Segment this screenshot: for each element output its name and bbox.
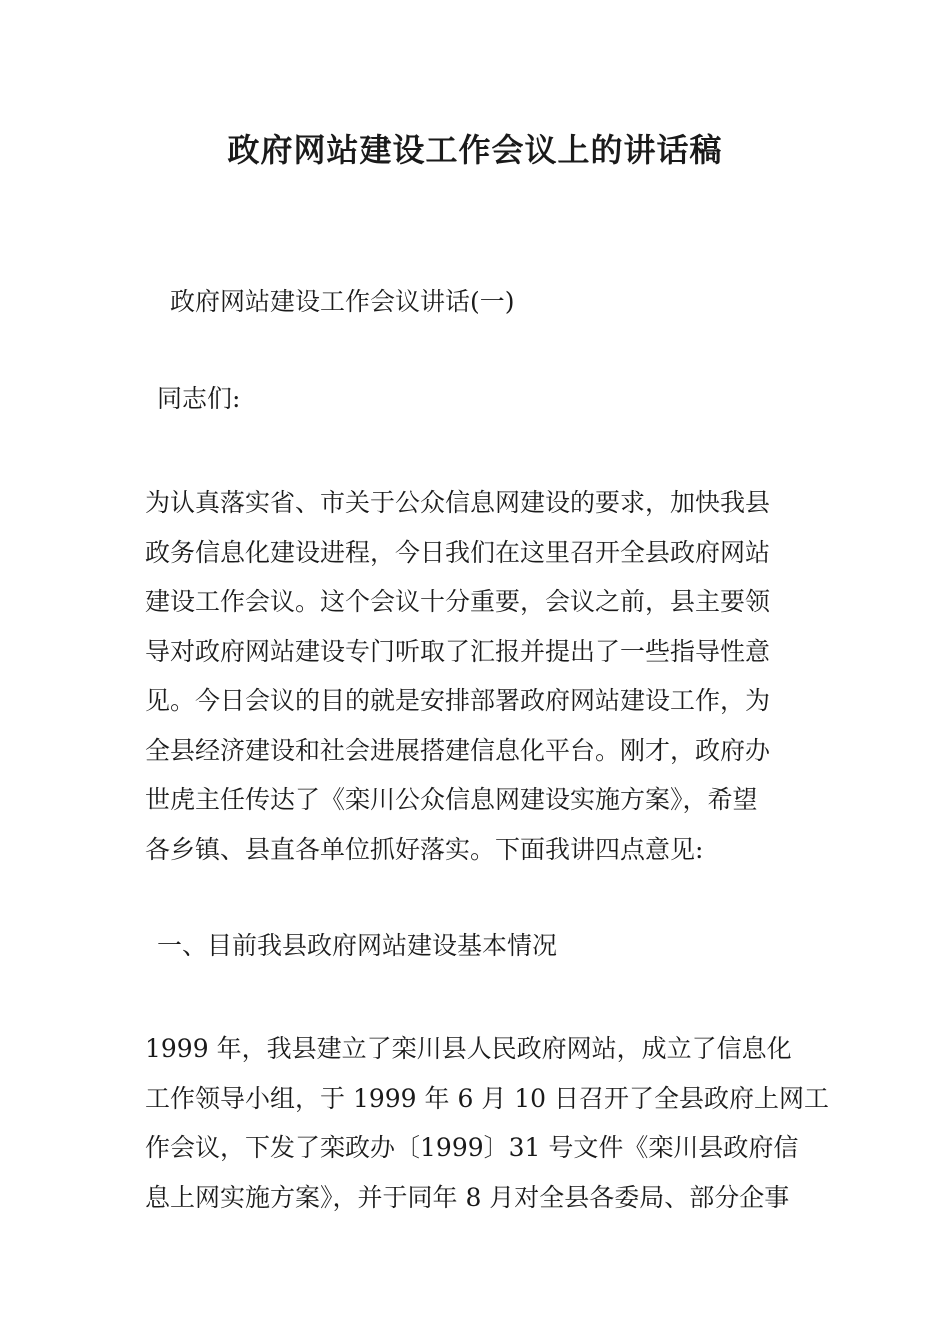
paragraph-line: 作会议，下发了栾政办〔1999〕31 号文件《栾川县政府信 (145, 1133, 799, 1162)
paragraph-line: 世虎主任传达了《栾川公众信息网建设实施方案》，希望 (145, 785, 758, 814)
paragraph-line: 各乡镇、县直各单位抓好落实。下面我讲四点意见: (145, 834, 704, 864)
speech-subtitle: 政府网站建设工作会议讲话(一) (170, 287, 515, 316)
document-title: 政府网站建设工作会议上的讲话稿 (227, 131, 723, 169)
section-heading-1: 一、目前我县政府网站建设基本情况 (157, 931, 558, 960)
paragraph-line: 息上网实施方案》，并于同年 8 月对全县各委局、部分企事 (145, 1182, 790, 1212)
paragraph-line: 政务信息化建设进程，今日我们在这里召开全县政府网站 (145, 537, 771, 567)
paragraph-line: 1999 年，我县建立了栾川县人民政府网站，成立了信息化 (145, 1034, 792, 1063)
paragraph-line: 为认真落实省、市关于公众信息网建设的要求，加快我县 (145, 488, 771, 517)
paragraph-history (145, 1024, 830, 1222)
greeting-line: 同志们: (157, 384, 241, 413)
paragraph-line: 见。今日会议的目的就是安排部署政府网站建设工作，为 (145, 686, 771, 715)
paragraph-line: 导对政府网站建设专门听取了汇报并提出了一些指导性意 (145, 636, 771, 666)
paragraph-line: 建设工作会议。这个会议十分重要，会议之前，县主要领 (145, 587, 771, 616)
paragraph-line: 全县经济建设和社会进展搭建信息化平台。刚才，政府办 (145, 735, 771, 765)
paragraph-line: 工作领导小组，于 1999 年 6 月 10 日召开了全县政府上网工 (145, 1083, 830, 1113)
paragraph-intro (145, 478, 805, 874)
